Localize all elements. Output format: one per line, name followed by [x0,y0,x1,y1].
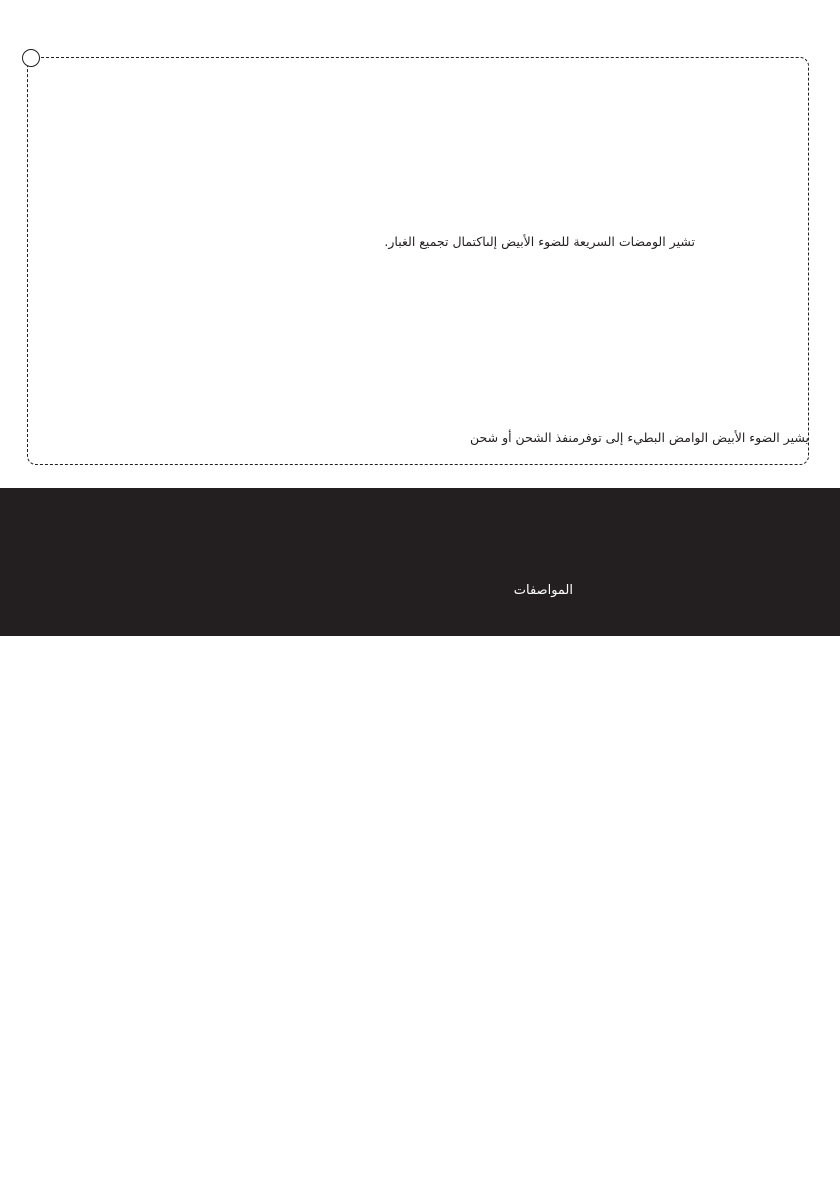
specifications-banner [0,488,840,636]
slow-pulse-note: يشير الضوء الأبيض الوامض البطيء إلى توفرمنفذ الشحن أو شحن [470,430,809,445]
indicator-info-box [27,57,809,465]
specifications-heading: المواصفات [513,583,573,598]
step-marker-circle [22,49,40,67]
fast-flash-note: تشير الومضات السريعة للضوء الأبيض إلىاكتمال تجميع الغبار. [384,234,695,249]
